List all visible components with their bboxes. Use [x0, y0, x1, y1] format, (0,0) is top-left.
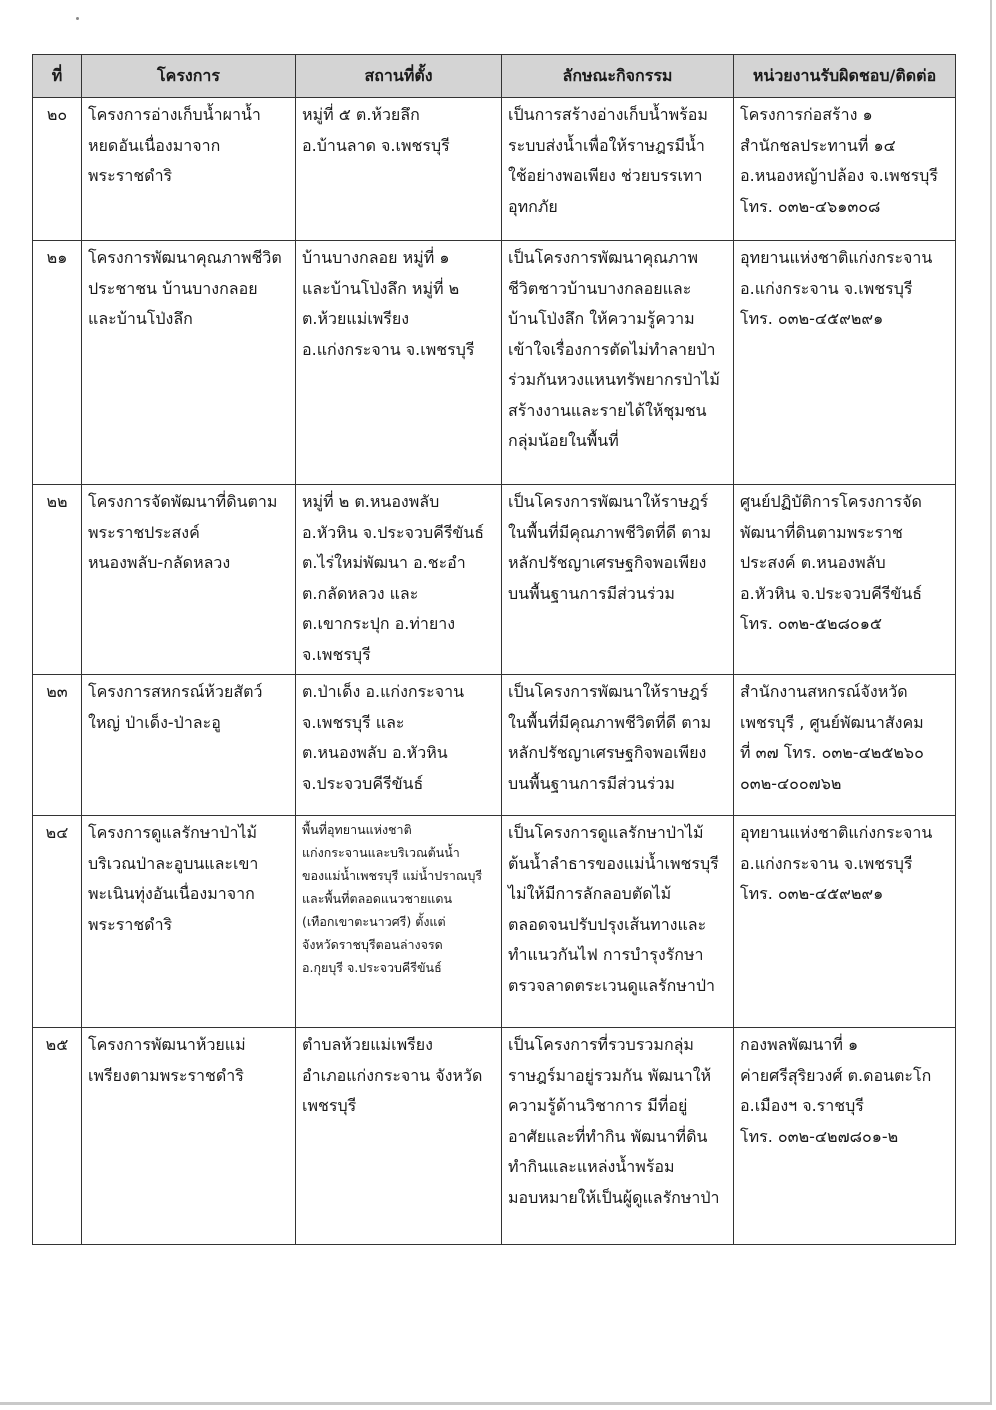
- location-line: แก่งกระจานและบริเวณต้นน้ำ: [302, 845, 460, 860]
- row-number: ๒๕: [33, 1028, 82, 1245]
- table-header: [33, 55, 956, 98]
- location-line: จังหวัดราชบุรีตอนล่างจรด: [302, 937, 443, 952]
- agency-cell: [734, 241, 956, 485]
- project-cell: [82, 816, 296, 1028]
- location-line: (เทือกเขาตะนาวศรี) ตั้งแต่: [302, 914, 446, 929]
- header-row: [33, 55, 956, 98]
- location-line: จ.เพชรบุรี: [302, 644, 371, 664]
- agency-line: ๐๓๒-๔๐๐๗๖๒: [740, 773, 842, 793]
- agency-line: อ.เมืองฯ จ.ราชบุรี: [740, 1096, 864, 1115]
- activity-line: ระบบส่งน้ำเพื่อให้ราษฎรมีน้ำ: [508, 135, 705, 155]
- project-line: และบ้านโป่งลึก: [88, 309, 193, 328]
- location-line: จ.ประจวบคีรีขันธ์: [302, 773, 424, 793]
- scan-speck: [76, 17, 79, 20]
- agency-cell: [734, 485, 956, 675]
- agency-line: อุทยานแห่งชาติแก่งกระจาน: [740, 823, 933, 842]
- location-line: ของแม่น้ำเพชรบุรี แม่น้ำปราณบุรี: [302, 868, 483, 883]
- project-line: โครงการสหกรณ์ห้วยสัตว์: [88, 682, 263, 701]
- agency-cell: [734, 1028, 956, 1245]
- location-line: ตำบลห้วยแม่เพรียง: [302, 1035, 433, 1054]
- activity-cell: [502, 816, 734, 1028]
- activity-line: ร่วมกันหวงแหนทรัพยากรป่าไม้: [508, 370, 720, 389]
- activity-line: ไม่ให้มีการลักลอบตัดไม้: [508, 884, 672, 903]
- activity-line: ชีวิตชาวบ้านบางกลอยและ: [508, 278, 692, 298]
- location-cell: [296, 675, 502, 816]
- activity-line: เป็นโครงการดูแลรักษาป่าไม้: [508, 823, 704, 842]
- header-activity: ลักษณะกิจกรรม: [502, 55, 734, 98]
- project-line: ประชาชน บ้านบางกลอย: [88, 278, 258, 298]
- agency-line: โทร. ๐๓๒-๔๕๙๒๙๑: [740, 884, 884, 903]
- project-line: เพรียงตามพระราชดำริ: [88, 1065, 244, 1085]
- project-line: หนองพลับ-กลัดหลวง: [88, 553, 231, 572]
- project-line: พระราชประสงค์: [88, 522, 200, 542]
- table-row: [33, 1028, 956, 1245]
- project-line: โครงการพัฒนาคุณภาพชีวิต: [88, 248, 282, 267]
- agency-cell: [734, 675, 956, 816]
- activity-line: ต้นน้ำลำธารของแม่น้ำเพชรบุรี: [508, 853, 719, 873]
- activity-line: ในพื้นที่มีคุณภาพชีวิตที่ดี ตาม: [508, 712, 712, 732]
- activity-cell: [502, 1028, 734, 1245]
- activity-cell: [502, 241, 734, 485]
- activity-cell: [502, 675, 734, 816]
- activity-line: กลุ่มน้อยในพื้นที่: [508, 431, 619, 450]
- agency-line: สำนักงานสหกรณ์จังหวัด: [740, 682, 908, 701]
- project-cell: [82, 675, 296, 816]
- location-cell: [296, 485, 502, 675]
- activity-line: เป็นโครงการที่รวบรวมกลุ่ม: [508, 1035, 694, 1054]
- activity-line: อุทกภัย: [508, 196, 558, 216]
- activity-line: หลักปรัชญาเศรษฐกิจพอเพียง: [508, 553, 707, 572]
- project-line: พระราชดำริ: [88, 166, 173, 185]
- project-line: โครงการดูแลรักษาป่าไม้: [88, 823, 258, 842]
- project-cell: [82, 1028, 296, 1245]
- location-cell: [296, 98, 502, 241]
- activity-line: ในพื้นที่มีคุณภาพชีวิตที่ดี ตาม: [508, 522, 712, 542]
- project-line: หยดอันเนื่องมาจาก: [88, 135, 221, 155]
- location-line: ต.ห้วยแม่เพรียง: [302, 309, 410, 328]
- activity-line: เข้าใจเรื่องการตัดไม่ทำลายป่า: [508, 339, 716, 359]
- row-number: ๒๐: [33, 98, 82, 241]
- project-line: โครงการพัฒนาห้วยแม่: [88, 1035, 246, 1054]
- project-cell: [82, 98, 296, 241]
- header-no: ที่: [33, 55, 82, 98]
- project-line: โครงการจัดพัฒนาที่ดินตาม: [88, 492, 278, 511]
- agency-line: อ.แก่งกระจาน จ.เพชรบุรี: [740, 278, 913, 298]
- project-line: พะเนินทุ่งอันเนื่องมาจาก: [88, 884, 255, 903]
- location-line: พื้นที่อุทยานแห่งชาติ: [302, 822, 412, 837]
- location-cell: [296, 816, 502, 1028]
- agency-line: ศูนย์ปฏิบัติการโครงการจัด: [740, 492, 922, 511]
- agency-line: ค่ายศรีสุริยวงศ์ ต.ดอนตะโก: [740, 1065, 932, 1085]
- activity-line: อาศัยและที่ทำกิน พัฒนาที่ดิน: [508, 1126, 708, 1146]
- activity-line: ราษฎร์มาอยู่รวมกัน พัฒนาให้: [508, 1065, 712, 1085]
- activity-line: เป็นการสร้างอ่างเก็บน้ำพร้อม: [508, 105, 708, 124]
- header-project: โครงการ: [82, 55, 296, 98]
- activity-line: ทำแนวกันไฟ การบำรุงรักษา: [508, 945, 704, 964]
- agency-line: อ.หัวหิน จ.ประจวบคีรีขันธ์: [740, 583, 923, 603]
- projects-table: [32, 54, 956, 1245]
- agency-line: ที่ ๓๗ โทร. ๐๓๒-๔๒๕๒๖๐: [740, 743, 924, 762]
- location-cell: [296, 241, 502, 485]
- project-line: ใหญ่ ป่าเด็ง-ป่าละอู: [88, 712, 221, 732]
- agency-line: โครงการก่อสร้าง ๑: [740, 105, 873, 124]
- location-line: ต.หนองพลับ อ.หัวหิน: [302, 743, 448, 762]
- location-line: อ.กุยบุรี จ.ประจวบคีรีขันธ์: [302, 960, 442, 975]
- table-row: [33, 675, 956, 816]
- location-line: อ.หัวหิน จ.ประจวบคีรีขันธ์: [302, 522, 485, 542]
- location-line: อำเภอแก่งกระจาน จังหวัด: [302, 1065, 483, 1085]
- activity-line: บนพื้นฐานการมีส่วนร่วม: [508, 583, 675, 603]
- agency-line: พัฒนาที่ดินตามพระราช: [740, 522, 903, 542]
- table-row: [33, 485, 956, 675]
- agency-line: โทร. ๐๓๒-๔๕๙๒๙๑: [740, 309, 884, 328]
- activity-line: หลักปรัชญาเศรษฐกิจพอเพียง: [508, 743, 707, 762]
- activity-line: บ้านโป่งลึก ให้ความรู้ความ: [508, 309, 695, 328]
- location-line: และพื้นที่ตลอดแนวชายแดน: [302, 891, 453, 906]
- activity-cell: [502, 98, 734, 241]
- location-line: จ.เพชรบุรี และ: [302, 712, 405, 732]
- agency-line: อ.แก่งกระจาน จ.เพชรบุรี: [740, 853, 913, 873]
- location-line: ต.ป่าเด็ง อ.แก่งกระจาน: [302, 682, 465, 701]
- project-line: โครงการอ่างเก็บน้ำผาน้ำ: [88, 105, 261, 124]
- project-line: พระราชดำริ: [88, 914, 173, 934]
- agency-line: อ.หนองหญ้าปล้อง จ.เพชรบุรี: [740, 166, 938, 185]
- row-number: ๒๒: [33, 485, 82, 675]
- table-row: [33, 241, 956, 485]
- agency-line: โทร. ๐๓๒-๔๒๗๘๐๑-๒: [740, 1126, 899, 1146]
- agency-cell: [734, 816, 956, 1028]
- location-line: และบ้านโป่งลึก หมู่ที่ ๒: [302, 278, 460, 298]
- activity-line: มอบหมายให้เป็นผู้ดูแลรักษาป่า: [508, 1187, 720, 1207]
- table-row: [33, 816, 956, 1028]
- agency-cell: [734, 98, 956, 241]
- location-line: ต.เขากระปุก อ.ท่ายาง: [302, 614, 456, 633]
- activity-line: ใช้อย่างพอเพียง ช่วยบรรเทา: [508, 166, 703, 185]
- activity-cell: [502, 485, 734, 675]
- header-agency: หน่วยงานรับผิดชอบ/ติดต่อ: [734, 55, 956, 98]
- activity-line: เป็นโครงการพัฒนาให้ราษฎร์: [508, 682, 709, 701]
- project-cell: [82, 241, 296, 485]
- activity-line: บนพื้นฐานการมีส่วนร่วม: [508, 773, 675, 793]
- activity-line: เป็นโครงการพัฒนาให้ราษฎร์: [508, 492, 709, 511]
- row-number: ๒๔: [33, 816, 82, 1028]
- project-cell: [82, 485, 296, 675]
- header-location: สถานที่ตั้ง: [296, 55, 502, 98]
- location-line: ต.กลัดหลวง และ: [302, 583, 419, 603]
- activity-line: ตลอดจนปรับปรุงเส้นทางและ: [508, 914, 707, 934]
- location-cell: [296, 1028, 502, 1245]
- table-row: [33, 98, 956, 241]
- agency-line: ประสงค์ ต.หนองพลับ: [740, 553, 886, 572]
- location-line: หมู่ที่ ๒ ต.หนองพลับ: [302, 492, 440, 511]
- row-number: ๒๑: [33, 241, 82, 485]
- agency-line: โทร. ๐๓๒-๕๒๘๐๑๕: [740, 614, 882, 633]
- agency-line: โทร. ๐๓๒-๔๖๑๓๐๘: [740, 196, 881, 216]
- location-line: เพชรบุรี: [302, 1096, 357, 1115]
- location-line: ต.ไร่ใหม่พัฒนา อ.ชะอำ: [302, 553, 466, 572]
- agency-line: สำนักชลประทานที่ ๑๔: [740, 135, 896, 155]
- activity-line: ตรวจลาดตระเวนดูแลรักษาป่า: [508, 975, 715, 995]
- activity-line: สร้างงานและรายได้ให้ชุมชน: [508, 400, 707, 420]
- table-body: [33, 98, 956, 1245]
- activity-line: ความรู้ด้านวิชาการ มีที่อยู่: [508, 1096, 688, 1115]
- agency-line: อุทยานแห่งชาติแก่งกระจาน: [740, 248, 933, 267]
- location-line: บ้านบางกลอย หมู่ที่ ๑: [302, 248, 450, 267]
- activity-line: ทำกินและแหล่งน้ำพร้อม: [508, 1157, 675, 1176]
- agency-line: เพชรบุรี , ศูนย์พัฒนาสังคม: [740, 712, 924, 732]
- location-line: อ.แก่งกระจาน จ.เพชรบุรี: [302, 339, 475, 359]
- project-line: บริเวณป่าละอูบนและเขา: [88, 853, 259, 873]
- location-line: หมู่ที่ ๕ ต.ห้วยลึก: [302, 105, 420, 124]
- activity-line: เป็นโครงการพัฒนาคุณภาพ: [508, 248, 699, 267]
- agency-line: กองพลพัฒนาที่ ๑: [740, 1035, 859, 1054]
- location-line: อ.บ้านลาด จ.เพชรบุรี: [302, 135, 450, 155]
- row-number: ๒๓: [33, 675, 82, 816]
